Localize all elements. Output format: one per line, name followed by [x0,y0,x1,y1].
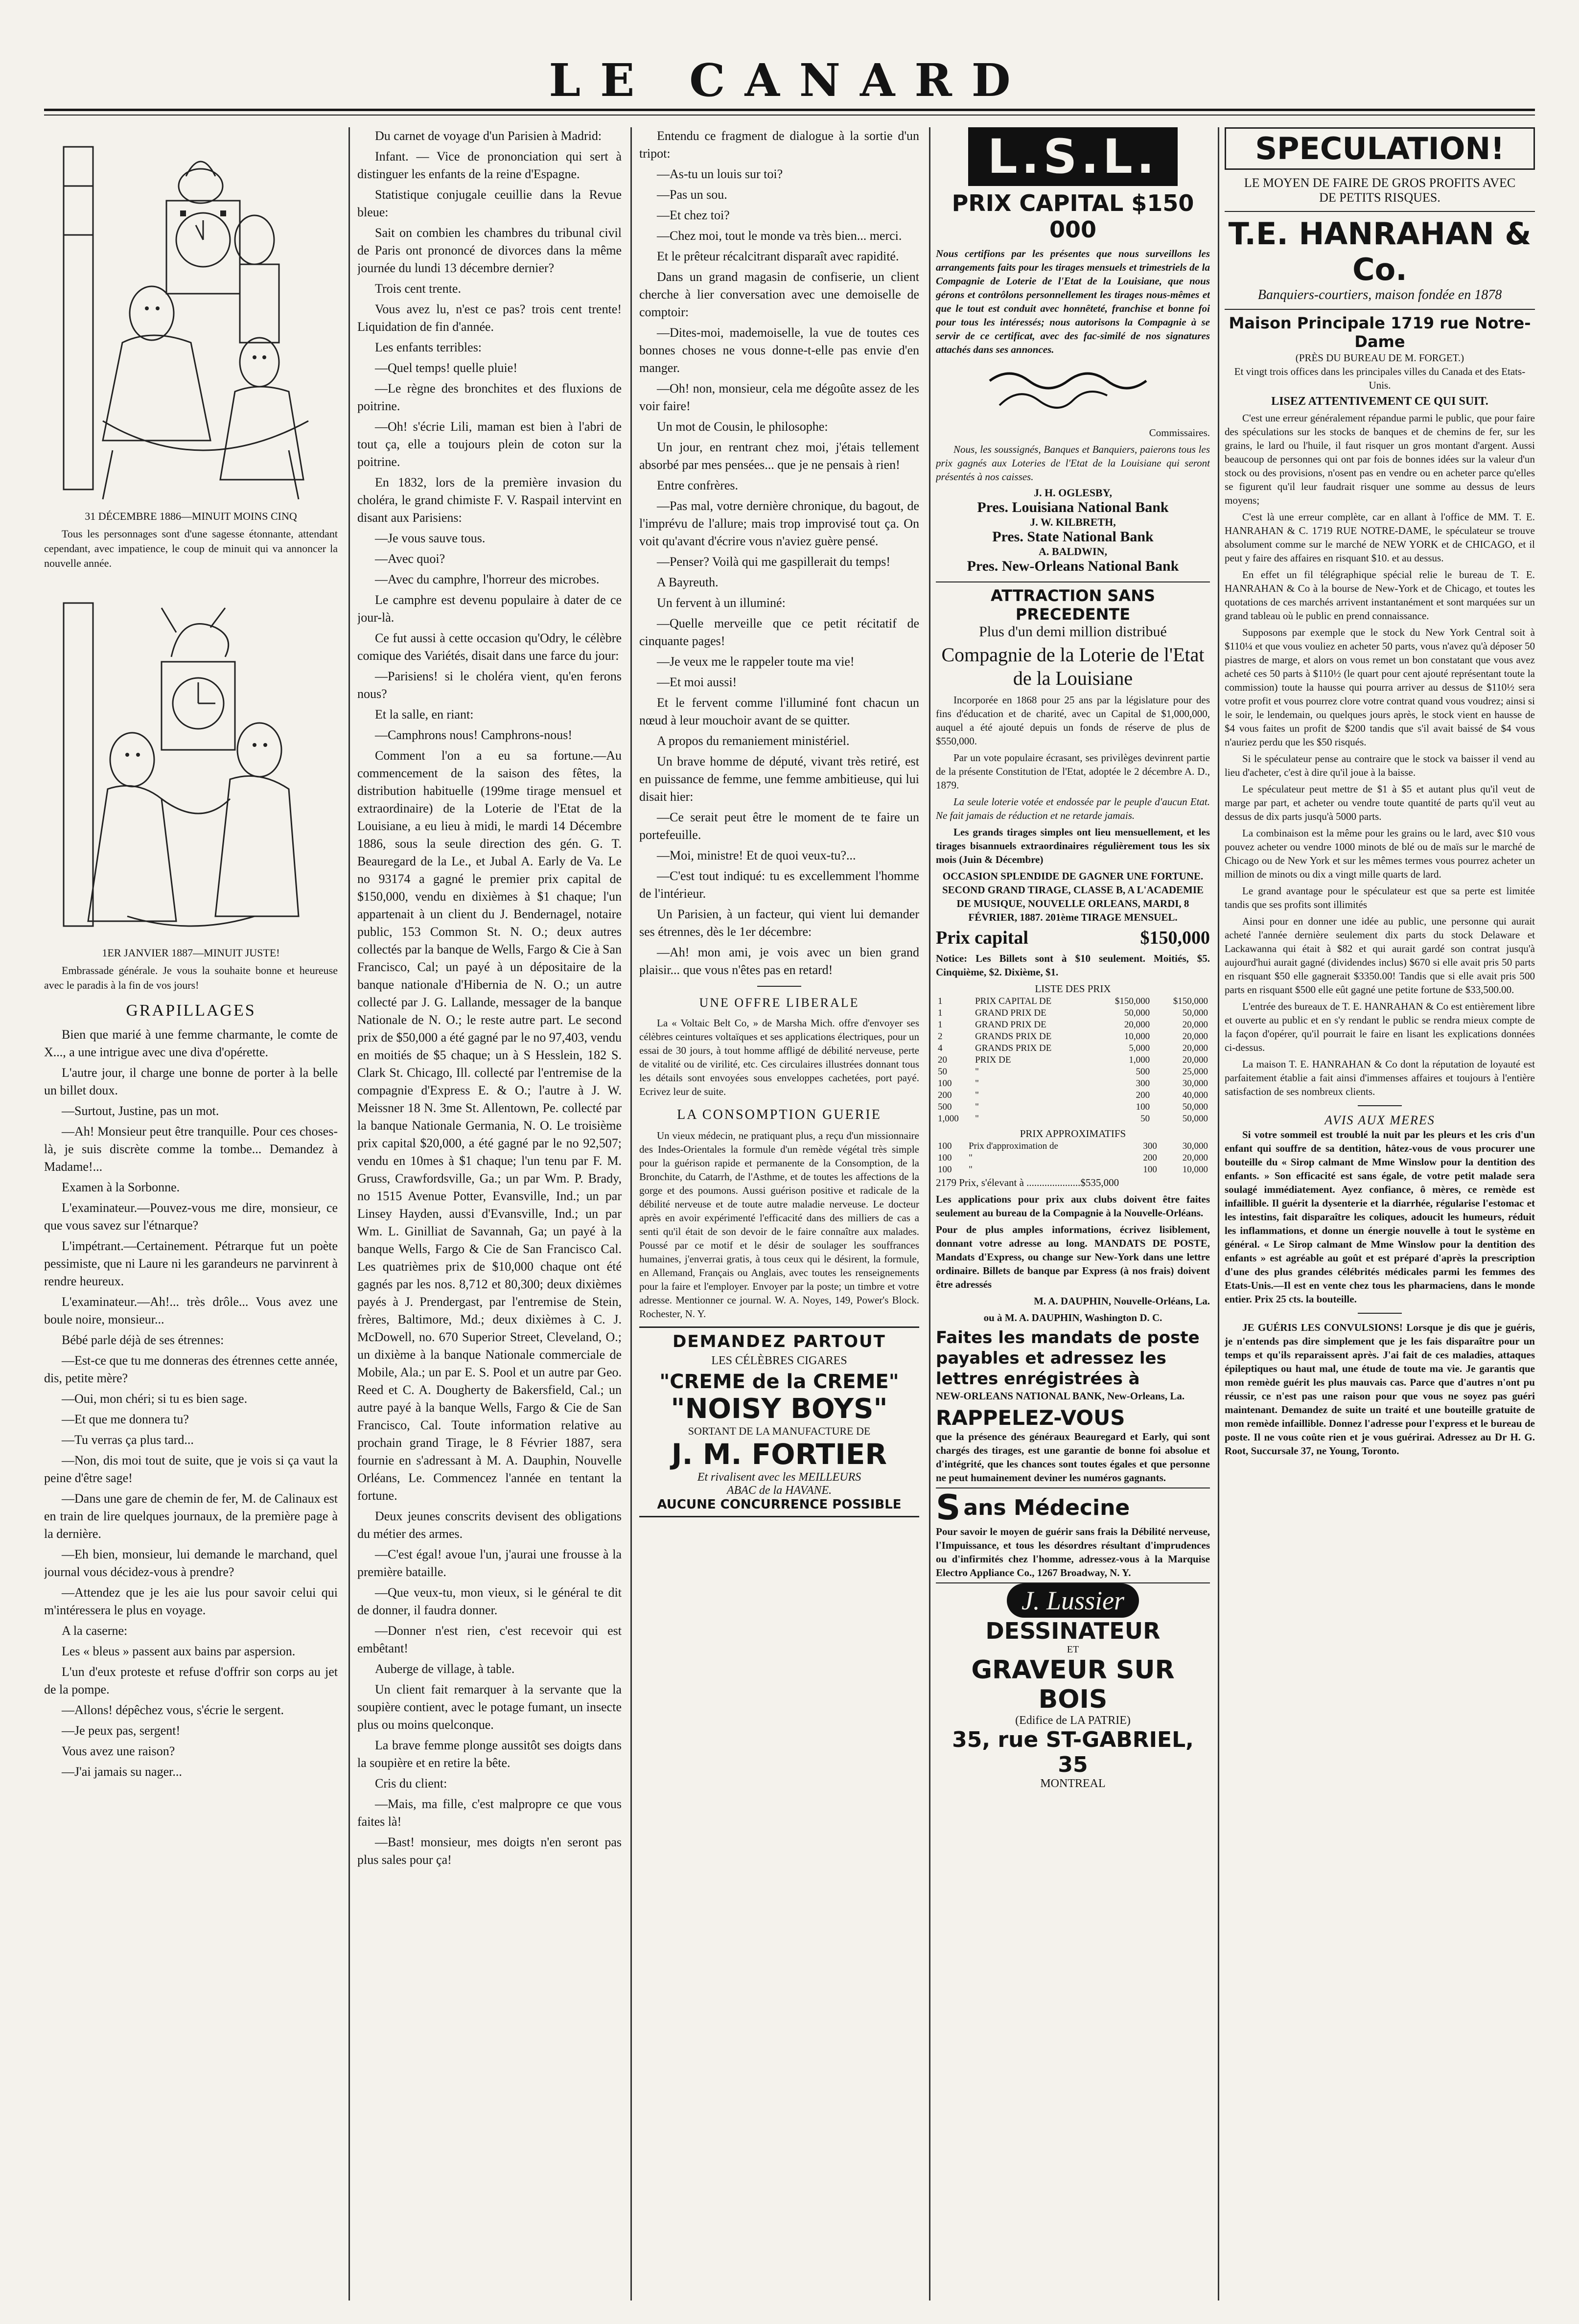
prize-cell: 50,000 [1182,1102,1208,1112]
bank-name-line: Pres. New-Orleans National Bank [967,558,1179,574]
signature-graphic [980,361,1166,415]
section-title-grapillages: GRAPILLAGES [126,1001,256,1020]
masthead-rule-thin [44,115,1535,116]
prize-cell: 50 [938,1067,947,1077]
prize-cell: " [975,1090,979,1100]
cigar-subtitle: LES CÉLÈBRES CIGARES [711,1354,847,1367]
prix-capital-headline: PRIX CAPITAL $150 000 [952,190,1194,243]
engraver-signature: J. Lussier [1007,1583,1139,1618]
prize-row [936,1101,1210,1113]
prize-cell: " [975,1102,979,1112]
prize-cell: 30,000 [1182,1078,1208,1089]
paragraph: —Ah! mon ami, je vois avec un bien grand plaisir... que vous n'êtes pas en retard! [639,945,919,977]
prize-row [936,1031,1210,1043]
prize-row [936,1113,1210,1125]
prize-cell: 300 [1143,1141,1157,1151]
paragraph: En 1832, lors de la première invasion du choléra, le grand chimiste F. V. Raspail intervint en disant aux Parisiens: [357,475,622,525]
paragraph: —Dans une gare de chemin de fer, M. de Calinaux est en train de lire quelques journaux, de la première page à la dernière. [44,1491,338,1541]
prize-cell: 1 [938,996,943,1006]
incorporation-text: Incorporée en 1868 pour 25 ans par la législature pour des fins d'éducation et de charité, avec un Capital de $1,000,000, auquel a été ajouté depuis un fonds de réserve de plus de $550,000. [936,694,1210,747]
column-1 [44,127,338,2304]
prize-cell: 50,000 [1124,1008,1150,1018]
sans-initial: S [936,1487,961,1528]
paragraph: —Oui, mon chéri; si tu es bien sage. [62,1392,248,1406]
paragraph: Un brave homme de député, vivant très retiré, est en puissance de femme, une femme ambitieuse, qui lui disait hier: [639,754,919,804]
paragraph: —Eh bien, monsieur, lui demande le marchand, quel journal vous décidez-vous à prendre? [44,1547,338,1579]
tirages-text: Les grands tirages simples ont lieu mensuellement, et les tirages bisannuels extraordinaires régulièrement tous les six mois (Juin & Décembre) [936,826,1210,865]
compagnie-headline: Compagnie de la Loterie de l'Etat de la Louisiane [941,644,1205,689]
paragraph: Du carnet de voyage d'un Parisien à Madrid: [375,129,602,143]
prize-row [936,1066,1210,1078]
paragraph: —C'est égal! avoue l'un, j'aurai une frousse à la première bataille. [357,1547,622,1579]
paragraph: L'examinateur.—Pouvez-vous me dire, monsieur, ce que vous savez sur l'étnarque? [44,1201,338,1232]
dauphin-address-1: M. A. DAUPHIN, Nouvelle-Orléans, La. [1034,1295,1210,1307]
prize-cell: 25,000 [1182,1067,1208,1077]
prize-cell: 50 [1140,1114,1150,1124]
prize-cell: 100 [938,1164,952,1175]
paragraph: —Quel temps! quelle pluie! [375,361,517,375]
commissioner-signatures [936,361,1210,421]
paragraph: A la caserne: [62,1624,128,1638]
prize-cell: 200 [1136,1090,1150,1100]
prize-cell: 100 [1136,1102,1150,1112]
prize-cell: " [969,1164,973,1175]
paragraph: Entendu ce fragment de dialogue à la sortie d'un tripot: [639,129,919,161]
separator [757,986,801,987]
paragraph: La maison T. E. HANRAHAN & Co dont la réputation de loyauté est parfaitement établie a fait ainsi d'immenses affaires et toujours à l'entière satisfaction de ses nombreux clients. [1225,1058,1535,1097]
offre-text: La « Voltaic Belt Co, » de Marsha Mich. offre d'envoyer ses célèbres ceintures voltaïques et ses applications électriques, pour un essai de 30 jours, à tout homme affligé de débilité nerveuse, perte de vitalité ou de virilité, etc. Ces circulaires illustrées donnant tous les détails sont envoyées sous enveloppes cachetées, port payé. Ecrivez leur de suite. [639,1017,919,1097]
rappelez-text: que la présence des généraux Beauregard et Early, qui sont chargés des tirages, est une garantie de bonne foi absolue et d'intégrité, que les chances sont toutes égales et que personne ne peut humainement deviner les numéros gagnants. [936,1431,1210,1484]
paragraph: —Mais, ma fille, c'est malpropre ce que vous faites là! [357,1797,622,1829]
prize-cell: 4 [938,1043,943,1053]
column-divider [1218,127,1219,2301]
paragraph: —Et moi aussi! [657,675,737,689]
column-5-speculation-ad [1225,127,1535,2304]
paragraph: L'un d'eux proteste et refuse d'offrir son corps au jet de la pompe. [44,1665,338,1697]
paragraph: L'examinateur.—Ah!... très drôle... Vous avez une boule noire, monsieur... [44,1295,338,1326]
paragraph: —Je veux me le rappeler toute ma vie! [657,654,855,669]
prize-row [936,1090,1210,1101]
engraver-city: MONTREAL [1040,1777,1106,1790]
paragraph: Examen à la Sorbonne. [62,1180,180,1194]
prize-cell: " [975,1067,979,1077]
speculation-text [1225,411,1535,1098]
paragraph: —Attendez que je les aie lus pour savoir celui qui m'intéressera le plus en voyage. [44,1585,338,1617]
prize-cell: 20,000 [1182,1020,1208,1030]
paragraph: Trois cent trente. [375,281,461,296]
dessinateur-label: DESSINATEUR [985,1618,1161,1644]
approx-title: PRIX APPROXIMATIFS [1020,1128,1126,1139]
midnight-eve-illustration [54,127,328,509]
paragraph: Cris du client: [375,1776,447,1790]
column-divider [348,127,350,2301]
separator [1358,1313,1402,1314]
paragraph: Sait on combien les chambres du tribunal civil de Paris ont prononcé de divorces dans la même journée du lundi 13 décembre dernier? [357,226,622,275]
prize-cell: $150,000 [1173,996,1208,1006]
paragraph: —C'est tout indiqué: tu es excellemment l'homme de l'intérieur. [639,869,919,901]
paragraph: Entre confrères. [657,478,739,492]
paragraph: La combinaison est la même pour les grains ou le lard, avec $10 vous pouvez acheter ou vendre 1000 minots de blé ou de maïs sur le marché de Chicago ou de New York et sur les mêmes termes vous pourrez acheter un million de minots ou dix a vingt mille quarts de lard. [1225,827,1535,880]
graveur-label: GRAVEUR SUR BOIS [971,1655,1175,1714]
paragraph: —Et chez toi? [657,208,730,222]
attraction-headline: ATTRACTION SANS PRECEDENTE [936,581,1210,624]
lottery-logo [936,127,1210,186]
paragraph: Ce fut aussi à cette occasion qu'Odry, le célèbre comique des Variétés, disait dans une farce du jour: [357,631,622,663]
prize-cell: 500 [938,1102,952,1112]
consomption-title: LA CONSOMPTION GUERIE [677,1107,882,1122]
paragraph: Auberge de village, à table. [375,1662,515,1676]
prize-cell: 20,000 [1182,1031,1208,1042]
illustration-caption-text: Embrassade générale. Je vous la souhaite bonne et heureuse avec le paradis à la fin de vos jours! [44,964,338,991]
paragraph: Les « bleus » passent aux bains par aspersion. [62,1644,296,1658]
prize-cell: $150,000 [1115,996,1150,1006]
paragraph: Comment l'on a eu sa fortune.—Au commencement de la saison des fêtes, la distribution habituelle (199me tirage mensuel et extraordinaire) de la Loterie de l'Etat de la Louisiane, a eu lieu à midi, le mardi 14 Décembre 1886, sous la seule direction des gén. G. T. Beauregard de la Le., et Jubal A. Early de Va. Le no 93174 a gagné le premier prix capital de $150,000, vendu en dixièmes à $1 chaque; l'un appartenait à un client du J. Bendernagel, notaire public, 153 Common St. N. O.; deux autres collectés par la banque de Wells, Fargo & Cie à San Francisco, Cal; un payé à un dépositaire de la banque nationale d'Hibernia de N. O.; un autre collecté par J. G. Lallande, messager de la banque Nationale de N. O.; le reste autre part. Le second prix de $50,000 a été gagné par le no 97,403, vendu en moitiés de $5 chaque; un à S Hesslein, 182 S. Clark St. Chicago, Ill. collecté par l'entremise de la compagnie d'Express E. & O.; l'autre à J. W. Meissner 18 N. 3me St. Allentown, Pe. collecté par la banque Nationale Germania, N. O. Le troisième prix capital $20,000, a été gagné par le no 92,507; vendu en 10mes à $1 chaque; l'un tenu par F. M. Gruss, Crawfordsville, Ga.; un par Wm. P. Brady, no 1515 Avenue Potter, Evansville, Ind.; un par Linsey Hayden, aussi d'Evansville, Ind.; un par Wm. L. Ginilliat de Savannah, Ga; un payé à la banque Wells, Fargo & Cie de San Francisco Cal. Les quatrièmes prix de $10,000 chaque ont été gagnés par les nos. 8,712 et 80,300; deux dixièmes payés à J. Prendergast, par l'entremise de Stein, frères, Baltimore, Md.; deux dixièmes à C. J. McDowell, no. 670 Superior Street, Cleveland, O.; un dixième à la banque Nationale commerciale de Mobile, Ala.; un par E. S. Pool et un autre par Geo. Reed et C. A. Dougherty de Bakersfield, Cal.; un autre payé à la banque Wells, Fargo & Cie de San Francisco, Cal. Toute information relative au prochain grand Tirage, le 8 Février 1887, sera fournie en s'adressant à M. A. Dauphin, Nouvelle Orléans, Le. Commencez l'année en tentant la fortune. [357,748,622,1503]
bank-name-line: A. BALDWIN, [1039,545,1107,558]
paragraph: Et le prêteur récalcitrant disparaît avec rapidité. [657,249,899,263]
paragraph: —As-tu un louis sur toi? [657,167,783,181]
prize-cell: 10,000 [1182,1164,1208,1175]
club-applications: Les applications pour prix aux clubs doivent être faites seulement au bureau de la Compagnie à la Nouvelle-Orléans. [936,1193,1210,1219]
prize-cell: GRANDS PRIX DE [975,1043,1052,1053]
approx-prize-table [936,1140,1210,1176]
occasion-text: OCCASION SPLENDIDE DE GAGNER UNE FORTUNE. SECOND GRAND TIRAGE, CLASSE B, A L'ACADEMIE DE MUSIQUE, NOUVELLE ORLEANS, MARDI, 8 FÉVRIER, 1887. 201ème TIRAGE MENSUEL. [942,870,1204,923]
paragraph: Le grand avantage pour le spéculateur est que sa perte est limitée tandis que ses profits sont illimités [1225,885,1535,910]
paragraph: —Chez moi, tout le monde va très bien... merci. [657,229,902,243]
vote-text: Par un vote populaire écrasant, ses privilèges devinrent partie de la présente Constitution de l'Etat, adoptée le 2 décembre A. D., 1879. [936,752,1210,791]
paragraph: —Le règne des bronchites et des fluxions de poitrine. [357,381,622,413]
paragraph: En effet un fil télégraphique spécial relie le bureau de T. E. HANRAHAN & Co à la bourse de New-York et de Chicago, et toutes les quotations de ces marchés arrivent instantanément et sont marquées sur un grand tableau où le public en prend connaissance. [1225,569,1535,622]
paragraph: —Oh! non, monsieur, cela me dégoûte assez de les voir faire! [639,381,919,413]
prize-cell: 20 [938,1055,947,1065]
prize-cell: 50,000 [1182,1008,1208,1018]
column-2-text [357,127,622,1869]
column-3-text [639,127,919,979]
lsl-logo: L.S.L. [968,127,1178,186]
column-2 [357,127,622,2304]
prize-cell: 300 [1136,1078,1150,1089]
paragraph: Si le spéculateur pense au contraire que le stock va baisser il vend au lieu d'acheter, c'est à dire qu'il joue à la baisse. [1225,753,1535,778]
paragraph: L'entrée des bureaux de T. E. HANRAHAN & Co est entièrement libre et ouverte au public et en s'y rendant le public se rendra mieux compte de la façon d'opérer, qu'il pourrait le faire en lisant les explications données ci-dessus. [1225,1000,1535,1053]
paragraph: Un fervent à un illuminé: [657,596,786,610]
lisez-headline: LISEZ ATTENTIVEMENT CE QUI SUIT. [1271,395,1488,408]
paragraph: —Avec quoi? [375,552,445,566]
avis-text: Si votre sommeil est troublé la nuit par les pleurs et les cris d'un enfant qui souffre de sa dentition, hâtez-vous de vous procurer une bouteille du « Sirop calmant de Mme Winslow pour la dentition des enfants. » Son efficacité est sans égale, de votre petit malade sera soulagé immédiatement. Ayez confiance, ô mères, ce remède est infaillible. Il guérit la dysenterie et la diarrhée, régularise l'estomac et les intestins, fait disparaître les coliques, adoucit les humeurs, réduit les inflammations, et donne un énergie nouvelle à tout le système en général. « Le Sirop calmant de Mme Winslow pour la dentition des enfants » est agréable au goût et est préparé d'après la prescription d'une des plus grandes célébrités médicales parmi les femmes des Etats-Unis.—Il est en vente chez tous les pharmaciens, dans le monde entier. Prix 25 cts. la bouteille. [1225,1129,1535,1305]
prize-row [936,1019,1210,1031]
bank-name-line: J. W. KILBRETH, [1030,516,1116,528]
consomption-text: Un vieux médecin, ne pratiquant plus, a reçu d'un missionnaire des Indes-Orientales la formule d'un remède végétal très simple pour la guérison rapide et permanente de la Consomption, de la Bronchite, du Catarrh, de l'Asthme, et de toutes les affections de la gorge et des poumons. Aussi guérison positive et radicale de la débilité nerveuse et de toute autre maladie nerveuse. Le docteur après en avoir expérimenté l'efficacité dans des milliers de cas a senti qu'il était de son devoir de le faire connaître aux malades. Poussé par ce motif et le désir de soulager les souffrances humaines, j'enverrai gratis, à tous ceux qui le désirent, la formule, en Allemand, Français ou Anglais, avec toutes les renseignements pour la faire et l'employer. Envoyer par la poste; un timbre et votre adresse. Mentionner ce journal. W. A. Noyes, 149, Power's Block. Rochester, N. Y. [639,1130,919,1320]
paragraph: A Bayreuth. [657,575,719,589]
speculation-header [1225,127,1535,170]
paragraph: Dans un grand magasin de confiserie, un client cherche à lier conversation avec une demoiselle de comptoir: [639,270,919,319]
convulsions-text: JE GUÉRIS LES CONVULSIONS! Lorsque je dis que je guéris, je n'entends pas dire simplement que je les fais disparaître pour un temps et qu'ils reparaissent après. J'ai fait de ces maladies, attaques épileptiques ou haut mal, une étude de toute ma vie. Je garantis que mon remède guérit les plus mauvais cas. Parce que d'autres n'ont pu réussir, ce n'est pas une raison pour que vous ne soyez pas guéri maintenant. Demandez de suite un traité et une bouteille gratuite de mon remède infaillible. Donnez l'adresse pour l'express et le bureau de poste. Il ne vous coûte rien et je vous guérirai. Adressez au Dr H. G. Root, Succursale 37, ne Young, Toronto. [1225,1322,1535,1457]
paragraph: Ainsi pour en donner une idée au public, une personne qui aurait acheté l'année dernière seulement dix parts du stock Delaware et Lackawanna qui était à $82 et qui aurait gardé son contrat jusqu'à aujourd'hui aurait gagné (dividendes inclus) $670 si elle avait pris 50 parts en risquant $50 elle gagnerait $3350.00! Tandis que si elle avait pris 500 parts en risquant $500 elle eût gagné une petite fortune de $33,500.00. [1225,915,1535,996]
paragraph: C'est une erreur généralement répandue parmi le public, que pour faire des spéculations sur les stocks de banques et de chemins de fer, sur les grains, le lard ou l'huile, il faut risquer un gros montant d'argent. Aussi beaucoup de personnes qui ont par fois de bonnes idées sur la valeur d'un stock ou des provisions, n'osent pas en vendre ou en acheter parce qu'elles se figurent qu'il leur faudrait risquer une somme au dessus de leurs moyens; [1225,412,1535,506]
paragraph: —Ce serait peut être le moment de te faire un portefeuille. [639,810,919,842]
certificate-text: Nous certifions par les présentes que nous surveillons les arrangements faits pour les tirages mensuels et trimestriels de la Compagnie de Loterie de l'Etat de la Louisiane, que nous gérons et contrôlons personnellement les tirages nous-mêmes et que le tout est conduit avec honnêteté, franchise et bonne foi pour tous les intéressés; nous autorisons la Compagnie à se servir de ce certificat, avec des fac-similé de nos signatures attachés dans ses annonces. [936,248,1210,355]
paragraph: —Donner n'est rien, c'est recevoir qui est embêtant! [357,1624,622,1655]
paragraph: —Allons! dépêchez vous, s'écrie le sergent. [62,1703,284,1717]
sans-medecine-title: ans Médecine [963,1495,1130,1520]
ticket-notice: Notice: Les Billets sont à $10 seulement. Moitiés, $5. Cinquième, $2. Dixième, $1. [936,953,1210,978]
paragraph: —Non, dis moi tout de suite, que je vois si ça vaut la peine d'être sage! [44,1453,338,1485]
prize-cell: 20,000 [1124,1020,1150,1030]
prize-cell: 200 [1143,1153,1157,1163]
paragraph: Un jour, en rentrant chez moi, j'étais tellement absorbé par mes pensées... que je ne pensais à rien! [639,440,919,472]
paragraph: Le spéculateur peut mettre de $1 à $5 et autant plus qu'il veut de marge par part, et acheter ou vendre toute quantité de parts qu'il veut au dessus de dix parts jusqu'à 5000 parts. [1225,783,1535,822]
prize-row [936,1054,1210,1066]
prize-cell: 1,000 [1129,1055,1150,1065]
prize-row [936,1152,1210,1164]
offre-title: UNE OFFRE LIBERALE [699,996,859,1010]
paragraph: Et la salle, en riant: [375,707,474,721]
prize-cell: 20,000 [1182,1153,1208,1163]
cigar-name-2: "NOISY BOYS" [671,1393,888,1425]
information-text: Pour de plus amples informations, écrivez lisiblement, donnant votre adresse au long. MANDATS DE POSTE, Mandats d'Express, ou change sur New-York dans une lettre ordinaire. Billets de banque par Express (à nos frais) doivent être adressés [936,1224,1210,1290]
rappelez-block [936,1406,1210,1430]
et-label: ET [1067,1644,1079,1655]
bank-address: NEW-ORLEANS NATIONAL BANK, New-Orleans, La. [936,1390,1185,1402]
paragraph: —Je vous sauve tous. [375,531,486,545]
engraver-ad [936,1582,1210,1790]
speculation-subtitle: LE MOYEN DE FAIRE DE GROS PROFITS AVEC DE PETITS RISQUES. [1244,176,1516,205]
banks-text: Nous, les soussignés, Banques et Banquiers, paierons tous les prix gagnés aux Loteries de l'Etat de la Louisiane qui seront présentés à nos caisses. [936,443,1210,483]
paragraph: Deux jeunes conscrits devisent des obligations du métier des armes. [357,1509,622,1541]
prize-cell: 100 [1143,1164,1157,1175]
prize-cell: 2 [938,1031,943,1042]
sans-medecine-ad [936,1487,1210,1580]
prize-cell: 20,000 [1182,1055,1208,1065]
paragraph: —J'ai jamais su nager... [62,1765,182,1779]
prize-cell: 1 [938,1008,943,1018]
prize-cell: 200 [938,1090,952,1100]
maison-headline: Maison Principale 1719 rue Notre-Dame [1225,309,1535,351]
paragraph: Statistique conjugale ceuillie dans la Revue bleue: [357,187,622,219]
commissaires-label: Commissaires. [1149,427,1210,439]
prize-cell: 20,000 [1182,1043,1208,1053]
cigar-line-3: AUCUNE CONCURRENCE POSSIBLE [657,1497,902,1512]
seule-text: La seule loterie votée et endossée par le peuple d'aucun Etat. Ne fait jamais de réduction et ne retarde jamais. [936,796,1210,821]
cigar-title: DEMANDEZ PARTOUT [673,1332,886,1351]
paragraph: L'impétrant.—Certainement. Pétrarque fut un poète pessimiste, que ni Laure ni les garandeurs ne parvinrent à rendre heureux. [44,1239,338,1288]
prize-cell: " [969,1153,973,1163]
paragraph: —Bast! monsieur, mes doigts n'en seront pas plus sales pour ça! [357,1835,622,1867]
paragraph: La brave femme plonge aussitôt ses doigts dans la soupière et en retire la bête. [357,1738,622,1770]
branches-text: Et vingt trois offices dans les principales villes du Canada et des Etats-Unis. [1234,366,1526,391]
rappelez-title: RAPPELEZ-VOUS [936,1406,1125,1430]
sans-medecine-text: Pour savoir le moyen de guérir sans frais la Débilité nerveuse, l'Impuissance, et tous les désordres résultant d'imprudences ou d'infirmités chez l'homme, adressez-vous à la Marquise Electro Appliance Co., 1267 Broadway, N. Y. [936,1526,1210,1579]
prize-cell: 40,000 [1182,1090,1208,1100]
prix-capital-line [936,927,1210,949]
column-divider [630,127,632,2301]
paragraph: —Avec du camphre, l'horreur des microbes. [375,572,600,586]
prize-cell: 500 [1136,1067,1150,1077]
cigar-line-2: ABAC de la HAVANE. [726,1484,832,1497]
paragraph: —Oh! s'écrie Lili, maman est bien à l'abri de tout ça, elle a toujours plein de coton sur la poitrine. [357,419,622,469]
paragraph: Bébé parle déjà de ses étrennes: [62,1333,224,1347]
firm-name: T.E. HANRAHAN & Co. [1225,211,1535,287]
paragraph: —Camphrons nous! Camphrons-nous! [375,728,572,742]
separator [1358,1105,1402,1106]
paragraph: Supposons par exemple que le stock du New York Central soit à $110¼ et que vous vouliez en acheter 50 parts, vous n'avez qu'à déposer 50 piastres de marge, et alors on vous remet un bon constatant que vous avez acheté ces 50 parts à $110½ (le quart pour cent ajouté représentant toute la commission) toute la hausse qui pourra arriver au dessus de $110½ sera votre profit et vous pourrez clore votre contrat quand vous voudrez; ainsi si le soir, le lendemain, ou quelques jours après, le stock vient en hausse de $4 vous faites un profit de $200 tandis que s'il avait baissé de $4 vous n'auriez perdu que les $50 risqués. [1225,627,1535,748]
speculation-title: SPECULATION! [1255,131,1505,166]
prix-capital-value: $150,000 [1140,928,1210,948]
cigar-advertisement [639,1326,919,1517]
prize-cell: GRAND PRIX DE [975,1008,1046,1018]
paragraph: Un Parisien, à un facteur, qui vient lui demander ses étrennes, dès le 1er décembre: [639,907,919,939]
prize-cell: 10,000 [1124,1031,1150,1042]
paragraph: —Quelle merveille que ce petit récitatif de cinquante pages! [639,616,919,648]
paragraph: C'est là une erreur complète, car en allant à l'office de MM. T. E. HANRAHAN & C. 1719 RUE NOTRE-DAME, le spéculateur se trouve absolument comme sur le marché de NEW YORK et de CHICAGO, et il peut y faire des affaires en risquant $10. et au dessus. [1225,511,1535,564]
paragraph: Les enfants terribles: [375,340,482,354]
prize-cell: 1,000 [938,1114,959,1124]
masthead: LE CANARD [549,54,1030,107]
prize-cell: 1 [938,1020,943,1030]
edifice-label: (Edifice de LA PATRIE) [1015,1714,1131,1727]
paragraph: —Moi, ministre! Et de quoi veux-tu?... [657,848,856,862]
liste-title: LISTE DES PRIX [1035,983,1111,995]
cigar-manufacture: SORTANT DE LA MANUFACTURE DE [688,1425,871,1437]
paragraph: Infant. — Vice de prononciation qui sert à distinguer les enfants de la reine d'Espagne. [357,149,622,181]
prize-row [936,1007,1210,1019]
prize-row [936,1164,1210,1176]
paragraph: —Est-ce que tu me donneras des étrennes cette année, dis, petite mère? [44,1353,338,1385]
paragraph: Le camphre est devenu populaire à dater de ce jour-là. [357,593,622,625]
firm-subtitle: Banquiers-courtiers, maison fondée en 1878 [1257,287,1502,302]
paragraph: —Pas un sou. [657,187,727,202]
prize-cell: " [975,1078,979,1089]
dauphin-address-2: ou à M. A. DAUPHIN, Washington D. C. [983,1312,1162,1324]
column-4-lottery-ad [936,127,1210,2304]
paragraph: Bien que marié à une femme charmante, le comte de X..., a une intrigue avec une diva d'opérette. [44,1027,338,1059]
bank-name-line: Pres. Louisiana National Bank [977,499,1169,515]
prize-cell: 100 [938,1153,952,1163]
avis-title: AVIS AUX MERES [1324,1113,1435,1127]
column-divider [929,127,930,2301]
paragraph: Et le fervent comme l'illuminé font chacun un nœud à leur mouchoir avant de se quitter. [639,696,919,727]
prix-capital-label: Prix capital [936,928,1028,948]
paragraph: —Parisiens! si le choléra vient, qu'en ferons nous? [357,669,622,701]
prize-cell: PRIX CAPITAL DE [975,996,1052,1006]
prize-row [936,1140,1210,1152]
prize-cell: 5,000 [1129,1043,1150,1053]
prize-cell: PRIX DE [975,1055,1011,1065]
cigar-name-1: "CREME de la CREME" [659,1371,899,1393]
paragraph: —Penser? Voilà qui me gaspillerait du temps! [657,555,891,569]
prize-list-table [936,996,1210,1125]
engraver-address: 35, rue ST-GABRIEL, 35 [952,1727,1194,1777]
column-3 [639,127,919,2304]
prize-cell: 100 [938,1078,952,1089]
bank-presidents [936,487,1210,575]
cigar-maker: J. M. FORTIER [671,1438,887,1471]
prize-row [936,1078,1210,1090]
paragraph: —Surtout, Justine, pas un mot. [62,1104,219,1118]
paragraph: —Pas mal, votre dernière chronique, du bagout, de l'imprévu de l'allure; mais trop improvisé tout ça. On voit qu'avant d'écrire vous n'aviez guère pensé. [639,499,919,548]
paragraph: L'autre jour, il charge une bonne de porter à la belle un billet doux. [44,1066,338,1097]
prize-cell: 50,000 [1182,1114,1208,1124]
prize-cell: GRAND PRIX DE [975,1020,1046,1030]
paragraph: —Que veux-tu, mon vieux, si le général te dit de donner, il faudra donner. [357,1585,622,1617]
prize-cell: Prix d'approximation de [969,1141,1058,1151]
midnight-newyear-illustration [54,574,328,946]
paragraph: —Tu verras ça plus tard... [62,1433,194,1447]
grapillages-text [44,1026,338,1781]
paragraph: —Ah! Monsieur peut être tranquille. Pour ces choses-là, je suis discrète comme la tombe... Demandez à Madame!... [44,1124,338,1174]
prize-cell: " [975,1114,979,1124]
cigar-line-1: Et rivalisent avec les MEILLEURS [697,1471,861,1484]
masthead-rule-thick [44,109,1535,111]
paragraph: A propos du remaniement ministériel. [657,734,850,748]
maison-subtitle: (PRÈS DU BUREAU DE M. FORGET.) [1295,352,1464,364]
illustration-caption: 1ER JANVIER 1887—MINUIT JUSTE! [102,947,280,959]
paragraph: Un mot de Cousin, le philosophe: [657,419,828,434]
prize-row [936,996,1210,1007]
prize-cell: 30,000 [1182,1141,1208,1151]
paragraph: —Et que me donnera tu? [62,1412,189,1426]
paragraph: —Je peux pas, sergent! [62,1723,181,1738]
paragraph: Vous avez une raison? [62,1744,175,1758]
bank-name-line: Pres. State National Bank [992,529,1154,545]
faites-headline: Faites les mandats de poste payables et adressez les lettres enrégistrées à [936,1328,1200,1389]
million-headline: Plus d'un demi million distribué [979,624,1167,640]
illustration-caption: 31 DÉCEMBRE 1886—MINUIT MOINS CINQ [85,510,297,522]
paragraph: Un client fait remarquer à la servante que la soupière contient, avec le potage fumant, un insecte plus ou moins quelconque. [357,1682,622,1732]
prize-total: 2179 Prix, s'élevant à .....................$535,000 [936,1177,1119,1188]
bank-name-line: J. H. OGLESBY, [1034,487,1112,499]
paragraph: Vous avez lu, n'est ce pas? trois cent trente! Liquidation de fin d'année. [357,302,622,334]
prize-row [936,1043,1210,1054]
prize-cell: 100 [938,1141,952,1151]
prize-cell: GRANDS PRIX DE [975,1031,1052,1042]
paragraph: —Dites-moi, mademoiselle, la vue de toutes ces bonnes choses ne vous donne-t-elle pas envie d'en manger. [639,325,919,375]
illustration-caption-text: Tous les personnages sont d'une sagesse étonnante, attendant cependant, avec impatience, le coup de minuit qui va annoncer la nouvelle année. [44,528,338,569]
